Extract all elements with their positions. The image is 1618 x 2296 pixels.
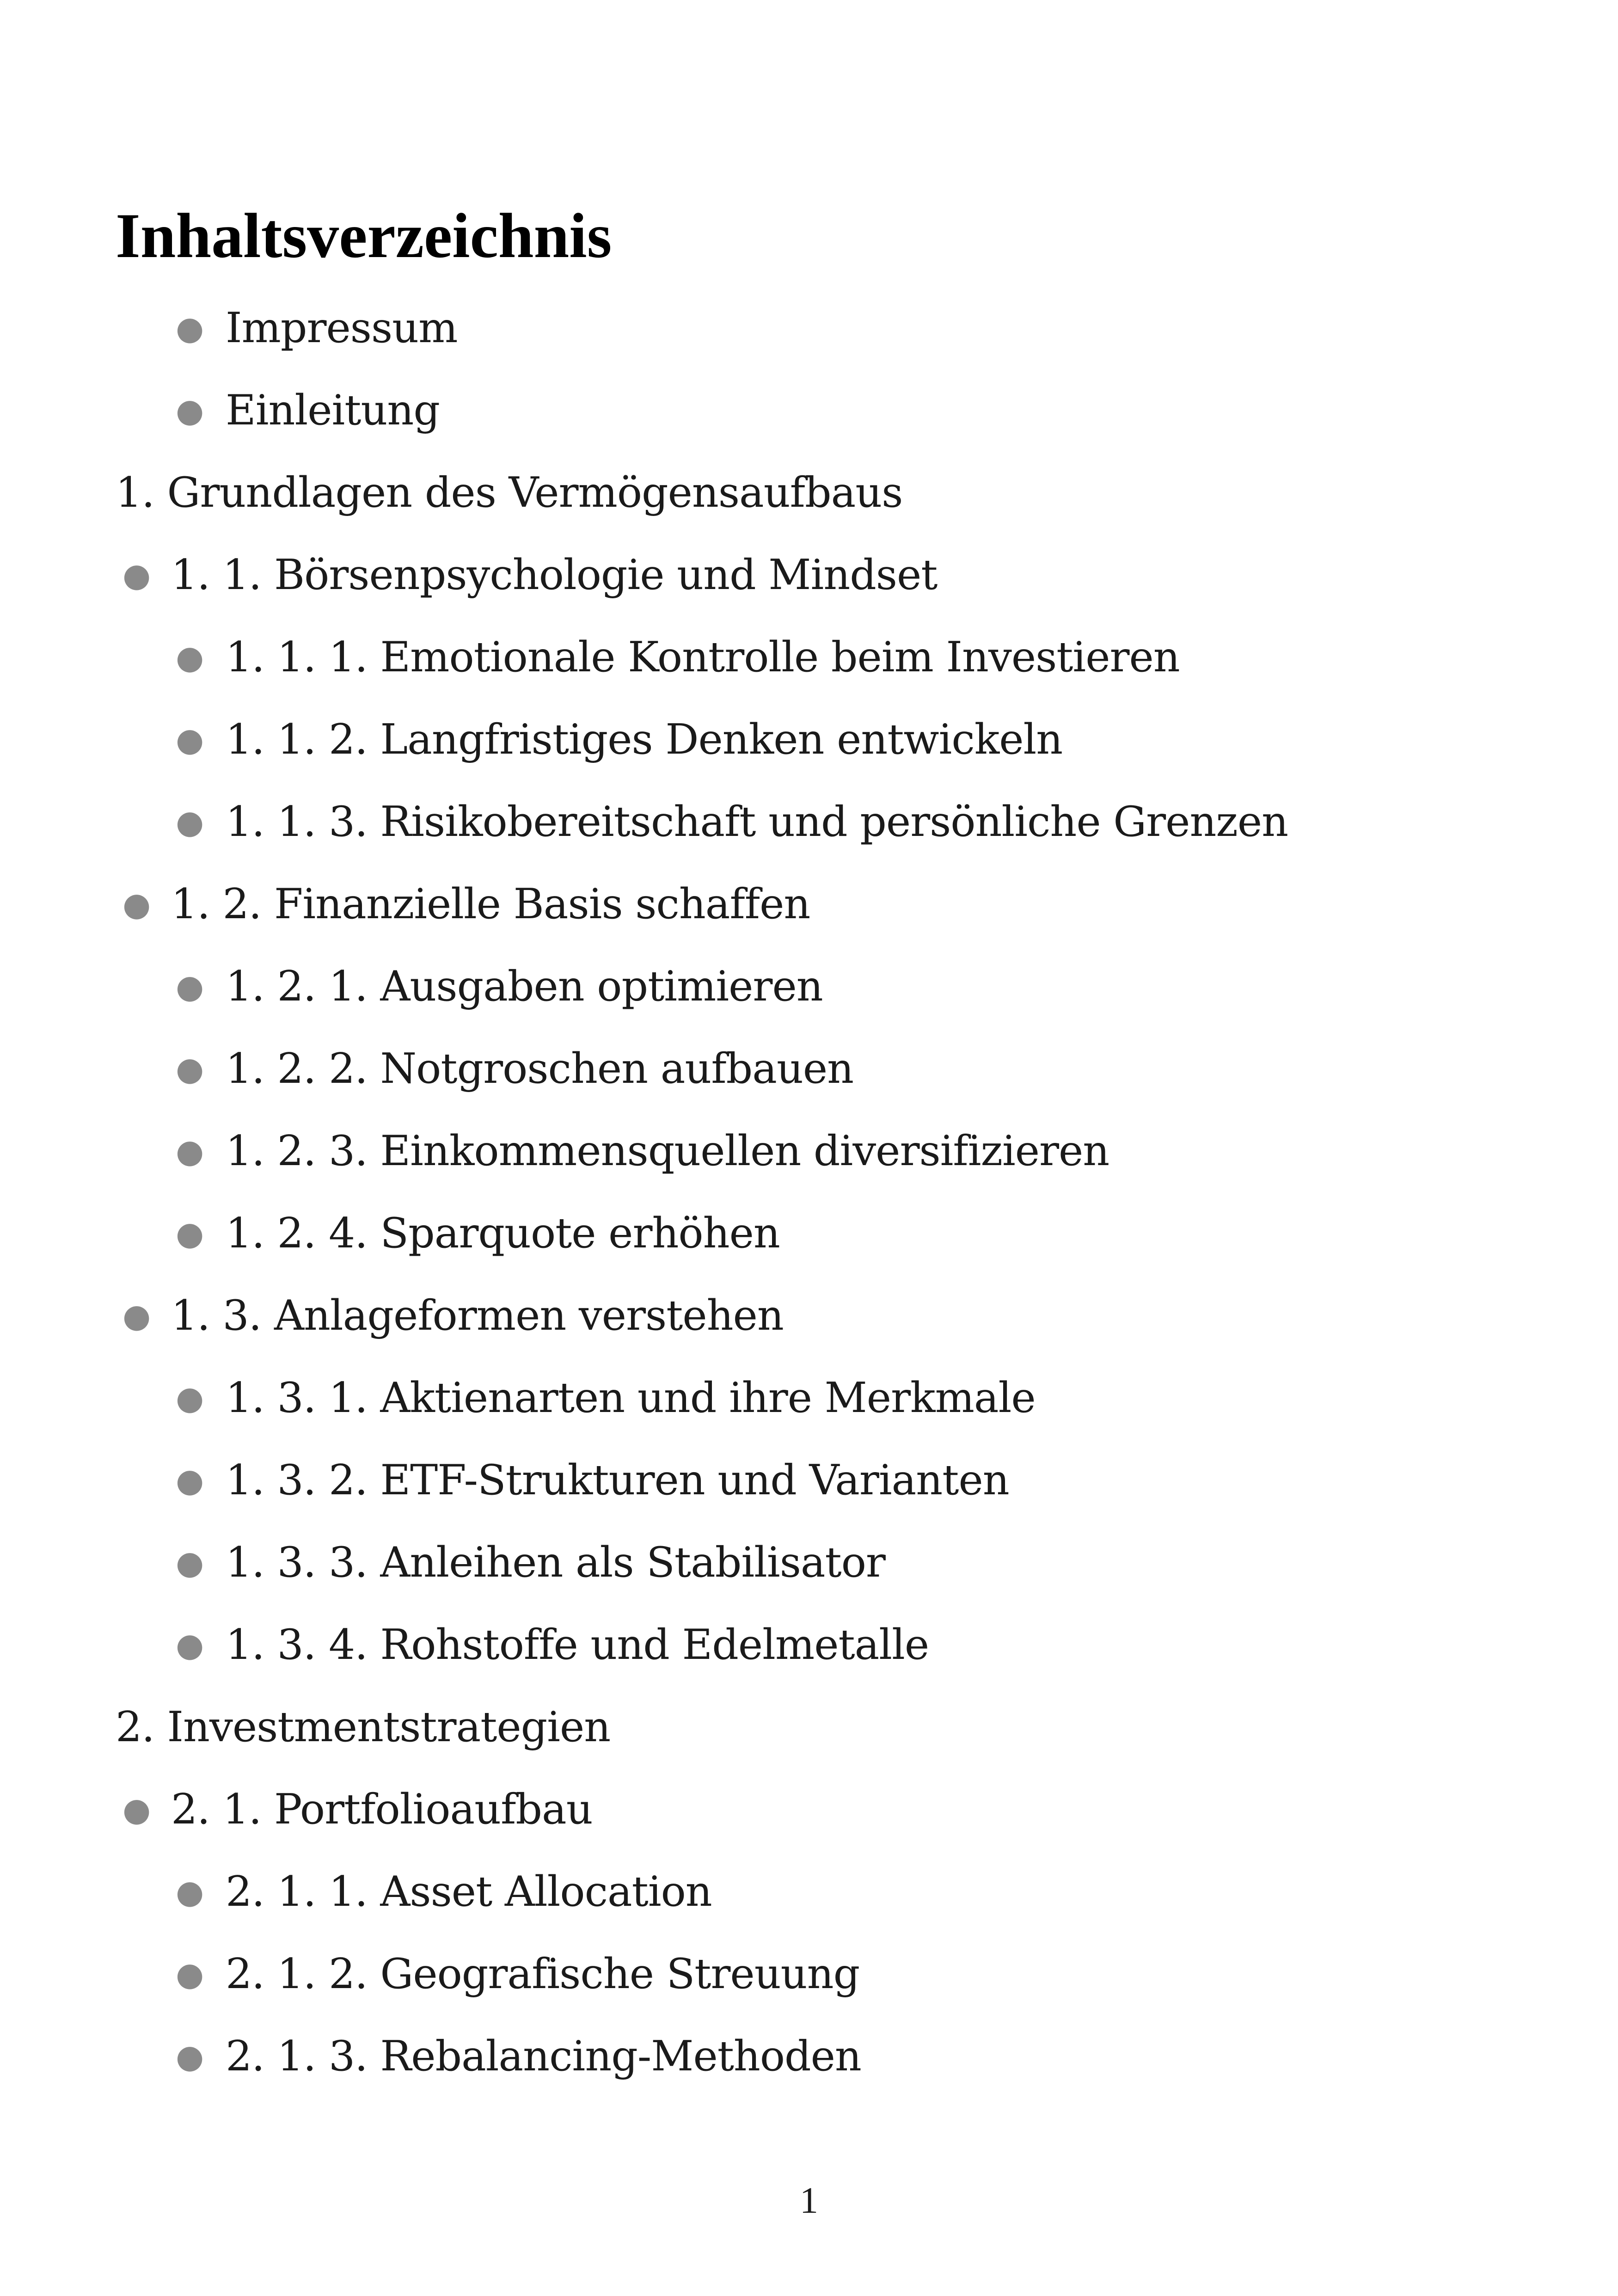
bullet-icon: ● bbox=[123, 556, 151, 594]
bullet-icon: ● bbox=[176, 392, 204, 430]
toc-entry-einleitung[interactable] bbox=[176, 369, 440, 452]
bullet-icon: ● bbox=[176, 1461, 204, 1499]
toc-entry-1-2[interactable] bbox=[123, 863, 810, 946]
toc-entry-1-2-2[interactable] bbox=[176, 1027, 854, 1111]
toc-entry-1-3-3[interactable] bbox=[176, 1521, 885, 1604]
toc-entry-label: 1. 3. 1. Aktienarten und ihre Merkmale bbox=[226, 1374, 1036, 1422]
toc-entry-2-1-2[interactable] bbox=[176, 1933, 860, 2016]
bullet-icon: ● bbox=[176, 1626, 204, 1664]
toc-entry-label: 1. 2. 2. Notgroschen aufbauen bbox=[226, 1044, 854, 1093]
toc-entry-label: 1. 3. 3. Anleihen als Stabilisator bbox=[226, 1538, 885, 1587]
toc-entry-1-3-4[interactable] bbox=[176, 1603, 929, 1687]
toc-entry-label: 1. 1. 1. Emotionale Kontrolle beim Investieren bbox=[226, 633, 1180, 681]
toc-entry-label: 1. 2. Finanzielle Basis schaffen bbox=[171, 880, 810, 928]
bullet-icon: ● bbox=[123, 1791, 151, 1829]
toc-entry-1-1-2[interactable] bbox=[176, 698, 1063, 781]
toc-entry-1-1-3[interactable] bbox=[176, 780, 1288, 864]
bullet-icon: ● bbox=[176, 721, 204, 759]
toc-entry-1-1[interactable] bbox=[123, 534, 938, 617]
bullet-icon: ● bbox=[176, 1544, 204, 1582]
bullet-icon: ● bbox=[176, 1379, 204, 1417]
toc-entry-1-1-1[interactable] bbox=[176, 616, 1180, 699]
bullet-icon: ● bbox=[176, 1215, 204, 1252]
toc-entry-label: Einleitung bbox=[226, 386, 440, 435]
bullet-icon: ● bbox=[176, 1132, 204, 1170]
toc-entry-label: 1. 3. 4. Rohstoffe und Edelmetalle bbox=[226, 1621, 929, 1669]
bullet-icon: ● bbox=[176, 309, 204, 347]
toc-entry-label: 2. 1. 2. Geografische Streuung bbox=[226, 1950, 860, 1998]
toc-entry-1-3[interactable] bbox=[123, 1274, 784, 1357]
bullet-icon: ● bbox=[176, 2038, 204, 2075]
toc-entry-1-3-1[interactable] bbox=[176, 1357, 1036, 1440]
bullet-icon: ● bbox=[176, 1873, 204, 1911]
page-number: 1 bbox=[800, 2180, 818, 2221]
toc-entry-1-2-1[interactable] bbox=[176, 945, 823, 1028]
toc-entry-label: 1. Grundlagen des Vermögensaufbaus bbox=[116, 468, 903, 517]
toc-entry-label: 1. 3. 2. ETF-Strukturen und Varianten bbox=[226, 1456, 1009, 1504]
toc-entry-2-1[interactable] bbox=[123, 1768, 593, 1851]
bullet-icon: ● bbox=[176, 1050, 204, 1088]
toc-entry-impressum[interactable] bbox=[176, 287, 458, 370]
toc-entry-2-1-1[interactable] bbox=[176, 1850, 712, 1934]
toc-entry-label: 1. 1. 3. Risikobereitschaft und persönliche Grenzen bbox=[226, 798, 1288, 846]
bullet-icon: ● bbox=[123, 1297, 151, 1335]
page-title: Inhaltsverzeichnis bbox=[116, 200, 612, 271]
bullet-icon: ● bbox=[176, 803, 204, 841]
toc-entry-1-3-2[interactable] bbox=[176, 1439, 1009, 1522]
toc-entry-label: 2. 1. Portfolioaufbau bbox=[171, 1785, 593, 1834]
toc-entry-2-1-3[interactable] bbox=[176, 2015, 861, 2098]
toc-entry-label: 1. 1. 2. Langfristiges Denken entwickeln bbox=[226, 715, 1063, 764]
toc-entry-label: 2. Investmentstrategien bbox=[116, 1703, 611, 1751]
toc-entry-1-2-4[interactable] bbox=[176, 1192, 780, 1275]
bullet-icon: ● bbox=[176, 1955, 204, 1993]
toc-entry-label: 2. 1. 3. Rebalancing-Methoden bbox=[226, 2032, 861, 2081]
bullet-icon: ● bbox=[176, 638, 204, 676]
toc-entry-label: 1. 2. 4. Sparquote erhöhen bbox=[226, 1209, 780, 1258]
toc-entry-label: 1. 3. Anlageformen verstehen bbox=[171, 1291, 784, 1340]
bullet-icon: ● bbox=[176, 968, 204, 1006]
toc-entry-label: 1. 2. 3. Einkommensquellen diversifizieren bbox=[226, 1127, 1109, 1175]
toc-entry-label: 2. 1. 1. Asset Allocation bbox=[226, 1867, 712, 1916]
toc-entry-1-2-3[interactable] bbox=[176, 1110, 1109, 1193]
bullet-icon: ● bbox=[123, 885, 151, 923]
toc-entry-chapter-2[interactable] bbox=[116, 1686, 610, 1769]
toc-entry-label: 1. 1. Börsenpsychologie und Mindset bbox=[171, 551, 938, 599]
toc-entry-label: 1. 2. 1. Ausgaben optimieren bbox=[226, 962, 823, 1011]
toc-entry-label: Impressum bbox=[226, 304, 458, 352]
toc-entry-chapter-1[interactable] bbox=[116, 451, 902, 534]
